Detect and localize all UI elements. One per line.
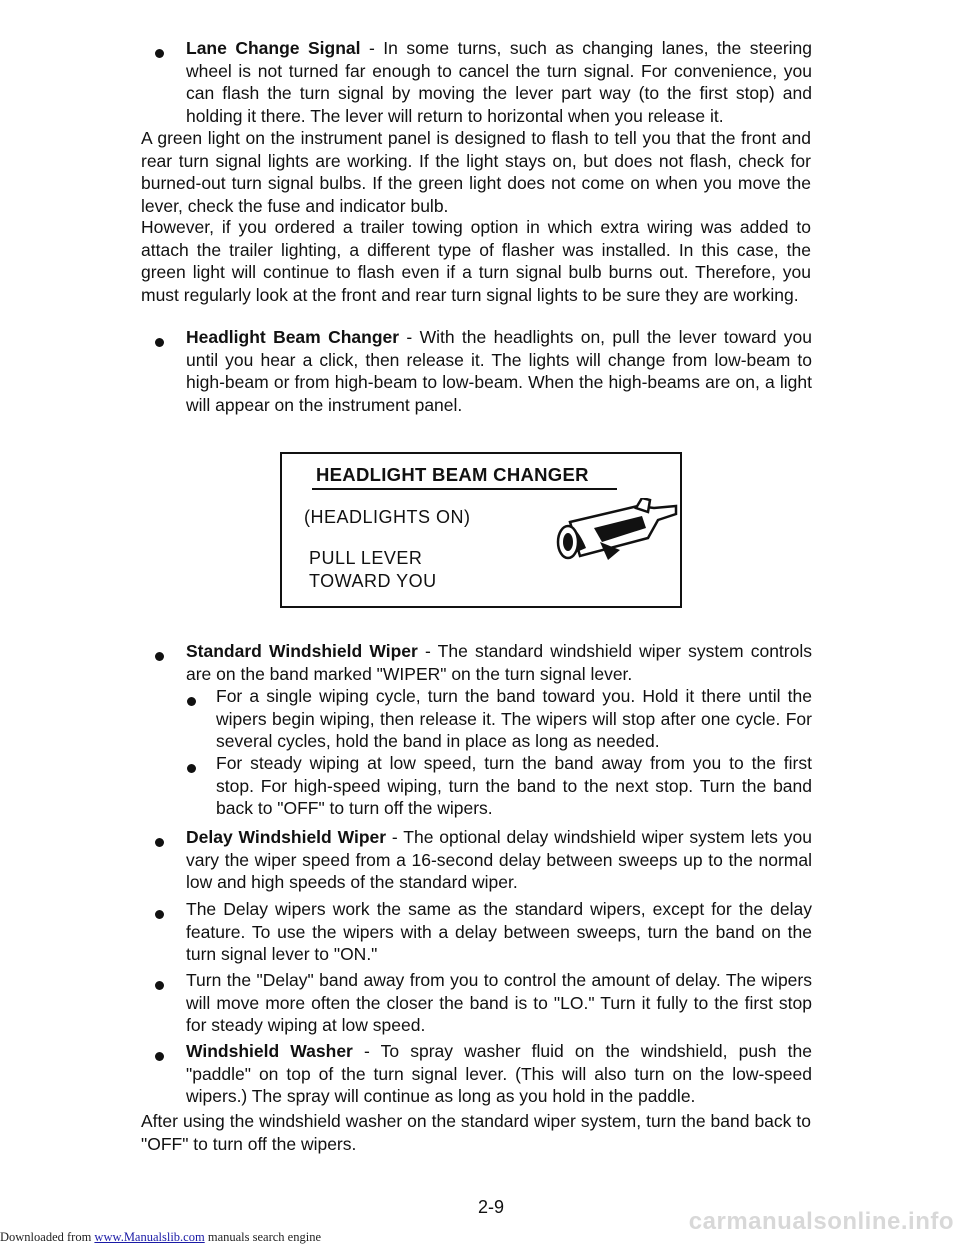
turn-signal-lever-illustration bbox=[550, 498, 678, 564]
figure-line-1: (HEADLIGHTS ON) bbox=[304, 507, 471, 527]
footer-prefix: Downloaded from bbox=[0, 1230, 95, 1244]
standard-wiper-title: Standard Windshield Wiper bbox=[186, 641, 418, 661]
manualslib-link[interactable]: www.Manualslib.com bbox=[94, 1230, 205, 1244]
standard-wiper-body: - The standard windshield wiper system controls are on the band marked "WIPER" on the turn signal lever. bbox=[186, 641, 812, 684]
washer-title: Windshield Washer bbox=[186, 1041, 353, 1061]
lane-change-title: Lane Change Signal bbox=[186, 38, 361, 58]
watermark-logo: carmanualsonline.info bbox=[688, 1208, 954, 1235]
figure-title-underline bbox=[312, 488, 617, 490]
single-cycle-item: For a single wiping cycle, turn the band toward you. Hold it there until the wipers begin wiping, then release it. The wipers will stop after one cycle. For several cycles, hold the band in place as long as needed. bbox=[216, 686, 812, 751]
headlight-figure bbox=[280, 452, 682, 608]
lane-change-item bbox=[186, 37, 812, 127]
trailer-paragraph: However, if you ordered a trailer towing option in which extra wiring was added to attach the trailer lighting, a different type of flasher was installed. In this case, the green light will continue to flash even if a turn signal bulb burns out. Therefore, you must regularly look at the front and rear turn signal lights to be sure they are working. bbox=[141, 217, 811, 305]
delay-turn-item: Turn the "Delay" band away from you to control the amount of delay. The wipers will move more often the closer the band is to "LO." Turn it fully to the first stop for steady wiping at low speed. bbox=[186, 970, 812, 1035]
footer-suffix: manuals search engine bbox=[204, 1230, 321, 1244]
headlight-title: Headlight Beam Changer bbox=[186, 327, 400, 347]
lane-change-body: - In some turns, such as changing lanes, the steering wheel is not turned far enough to cancel the turn signal. For convenience, you can flash the turn signal by moving the lever part way (to the first stop) and holding it there. The lever will return to horizontal when you release it. bbox=[186, 38, 812, 126]
figure-line-2: PULL LEVER bbox=[309, 548, 423, 568]
after-washer-paragraph: After using the windshield washer on the standard wiper system, turn the band back to "OFF" to turn off the wipers. bbox=[141, 1111, 811, 1154]
washer-body: - To spray washer fluid on the windshield, push the "paddle" on top of the turn signal lever. (This will also turn on the low-speed wipers.) The spray will continue as long as you hold in the paddle. bbox=[186, 1041, 812, 1106]
headlight-body: - With the headlights on, pull the lever toward you until you hear a click, then release it. The lights will change from low-beam to high-beam or from high-beam to low-beam. When the high-beams are on, a light will appear on the instrument panel. bbox=[186, 327, 812, 415]
delay-wiper-body: - The optional delay windshield wiper system lets you vary the wiper speed from a 16-second delay between sweeps up to the normal low and high speeds of the standard wiper. bbox=[186, 827, 813, 892]
download-footer bbox=[0, 1226, 321, 1249]
figure-line-3: TOWARD YOU bbox=[309, 571, 437, 591]
green-light-paragraph: A green light on the instrument panel is designed to flash to tell you that the front and rear turn signal lights are working. If the light stays on, but does not flash, check for burned-out turn signal bulbs. If the green light does not come on when you move the lever, check the fuse and indicator bulb. bbox=[141, 128, 811, 216]
headlight-item bbox=[186, 326, 812, 416]
washer-item bbox=[186, 1040, 812, 1108]
figure-title: HEADLIGHT BEAM CHANGER bbox=[316, 464, 589, 485]
page-number: 2-9 bbox=[478, 1197, 505, 1217]
steady-wiping-item: For steady wiping at low speed, turn the band away from you to the first stop. For high-speed wiping, turn the band to the next stop. Turn the band back to "OFF" to turn off the wipers. bbox=[216, 753, 812, 818]
delay-wiper-title: Delay Windshield Wiper bbox=[186, 827, 387, 847]
standard-wiper-item bbox=[186, 640, 812, 685]
delay-wiper-item bbox=[186, 826, 812, 894]
delay-same-item: The Delay wipers work the same as the standard wipers, except for the delay feature. To use the wipers with a delay between sweeps, turn the band on the turn signal lever to "ON." bbox=[186, 899, 812, 964]
